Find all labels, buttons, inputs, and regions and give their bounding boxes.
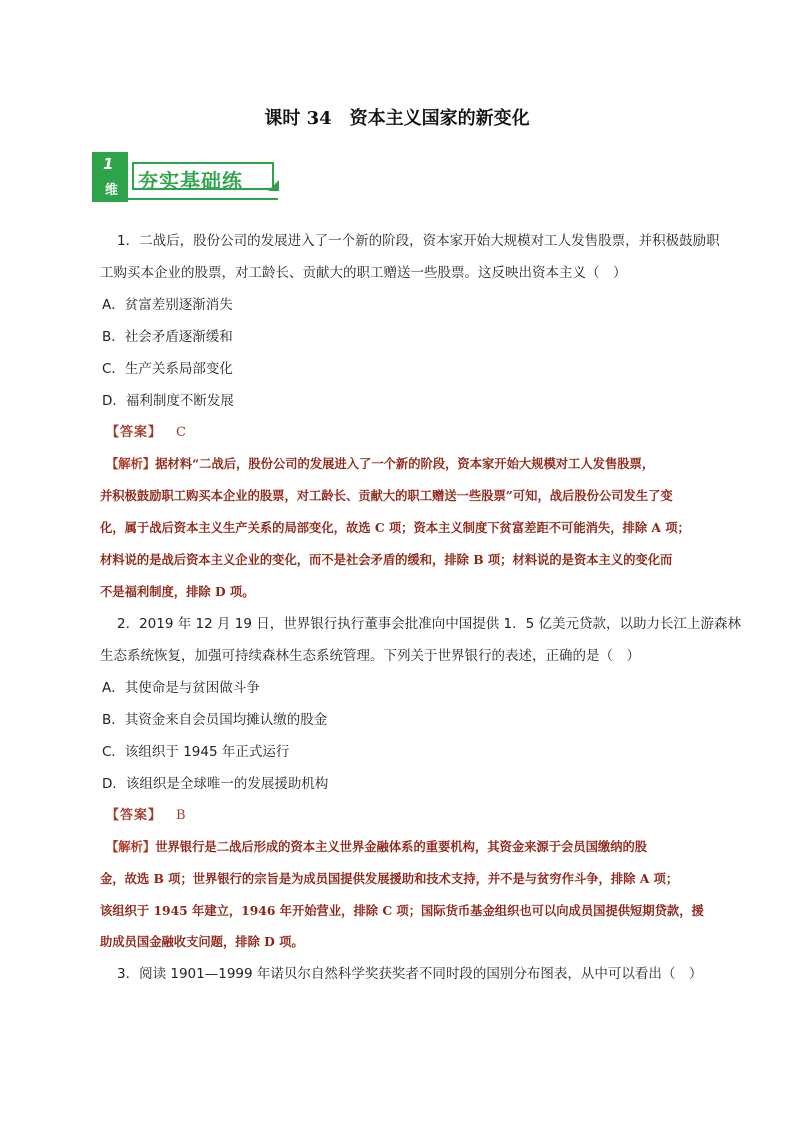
answer-label: 【答案】 [106,425,163,440]
question-2-explanation-line-2: 金，故选 B 项；世界银行的宗旨是为成员国提供发展援助和技术支持，并不是与贫穷作斗争，排除 A 项； [100,871,679,886]
badge-corner-decoration [268,180,279,191]
section-label: 夯实基础练 [138,169,243,193]
answer-value: B [176,808,186,823]
section-number-block [92,152,128,202]
answer-value: C [176,425,186,440]
explanation-text: 据材料“二战后，股份公司的发展进入了一个新的阶段，资本家开始大规模对工人发售股票， [155,456,655,471]
question-2-explanation-line-3: 该组织于 1945 年建立，1946 年开始营业，排除 C 项；国际货币基金组织也可以向成员国提供短期贷款，援 [100,903,704,918]
question-2-line-1: 2．2019 年 12 月 19 日，世界银行执行董事会批准向中国提供 1．5 亿美元贷款，以助力长江上游森林 [117,616,742,632]
question-1-option-b: B．社会矛盾逐渐缓和 [102,329,233,345]
question-1-explanation-line-4: 材料说的是战后资本主义企业的变化，而不是社会矛盾的缓和，排除 B 项；材料说的是资本主义的变化而 [100,552,673,567]
question-1-option-a: A．贫富差别逐渐消失 [102,297,233,313]
explanation-label: 【解析】 [106,840,156,854]
page-title: 课时 34 资本主义国家的新变化 [264,108,530,129]
explanation-label: 【解析】 [106,457,156,471]
question-1-option-d: D．福利制度不断发展 [102,393,234,409]
question-1-explanation-line-3: 化，属于战后资本主义生产关系的局部变化，故选 C 项；资本主义制度下贫富差距不可能消失，排除 A 项； [100,520,690,535]
question-1-explanation-line-1 [106,454,654,472]
question-2-line-2: 生态系统恢复，加强可持续森林生态系统管理。下列关于世界银行的表述，正确的是（ ） [100,648,640,664]
question-1-explanation-line-2: 并积极鼓励职工购买本企业的股票，对工龄长、贡献大的职工赠送一些股票”可知，战后股份公司发生了变 [100,488,673,503]
question-2-explanation-line-4: 助成员国金融收支问题，排除 D 项。 [100,934,304,949]
explanation-text: 世界银行是二战后形成的资本主义世界金融体系的重要机构，其资金来源于会员国缴纳的股 [155,839,648,854]
question-2-option-a: A．其使命是与贫困做斗争 [102,680,260,696]
question-2-option-d: D．该组织是全球唯一的发展援助机构 [102,776,329,792]
question-1-answer [106,421,186,440]
question-2-answer [106,804,186,823]
question-2-option-b: B．其资金来自会员国均摊认缴的股金 [102,712,328,728]
badge-underline [128,198,278,200]
section-sub: 维 [105,183,119,198]
section-number: 1 [103,155,114,173]
question-1-line-2: 工购买本企业的股票，对工龄长、贡献大的职工赠送一些股票。这反映出资本主义（ ） [100,265,627,281]
section-label-box [132,162,274,193]
question-3-line-1: 3．阅读 1901—1999 年诺贝尔自然科学奖获奖者不同时段的国别分布图表，从中可以看出（ ） [117,966,703,982]
question-2-explanation-line-1 [106,837,647,855]
question-1-line-1: 1．二战后，股份公司的发展进入了一个新的阶段，资本家开始大规模对工人发售股票，并积极鼓励职 [117,233,720,249]
answer-label: 【答案】 [106,808,163,823]
question-2-option-c: C．该组织于 1945 年正式运行 [102,744,290,760]
section-badge [92,152,287,202]
question-1-explanation-line-5: 不是福利制度，排除 D 项。 [100,584,255,599]
question-1-option-c: C．生产关系局部变化 [102,361,233,377]
